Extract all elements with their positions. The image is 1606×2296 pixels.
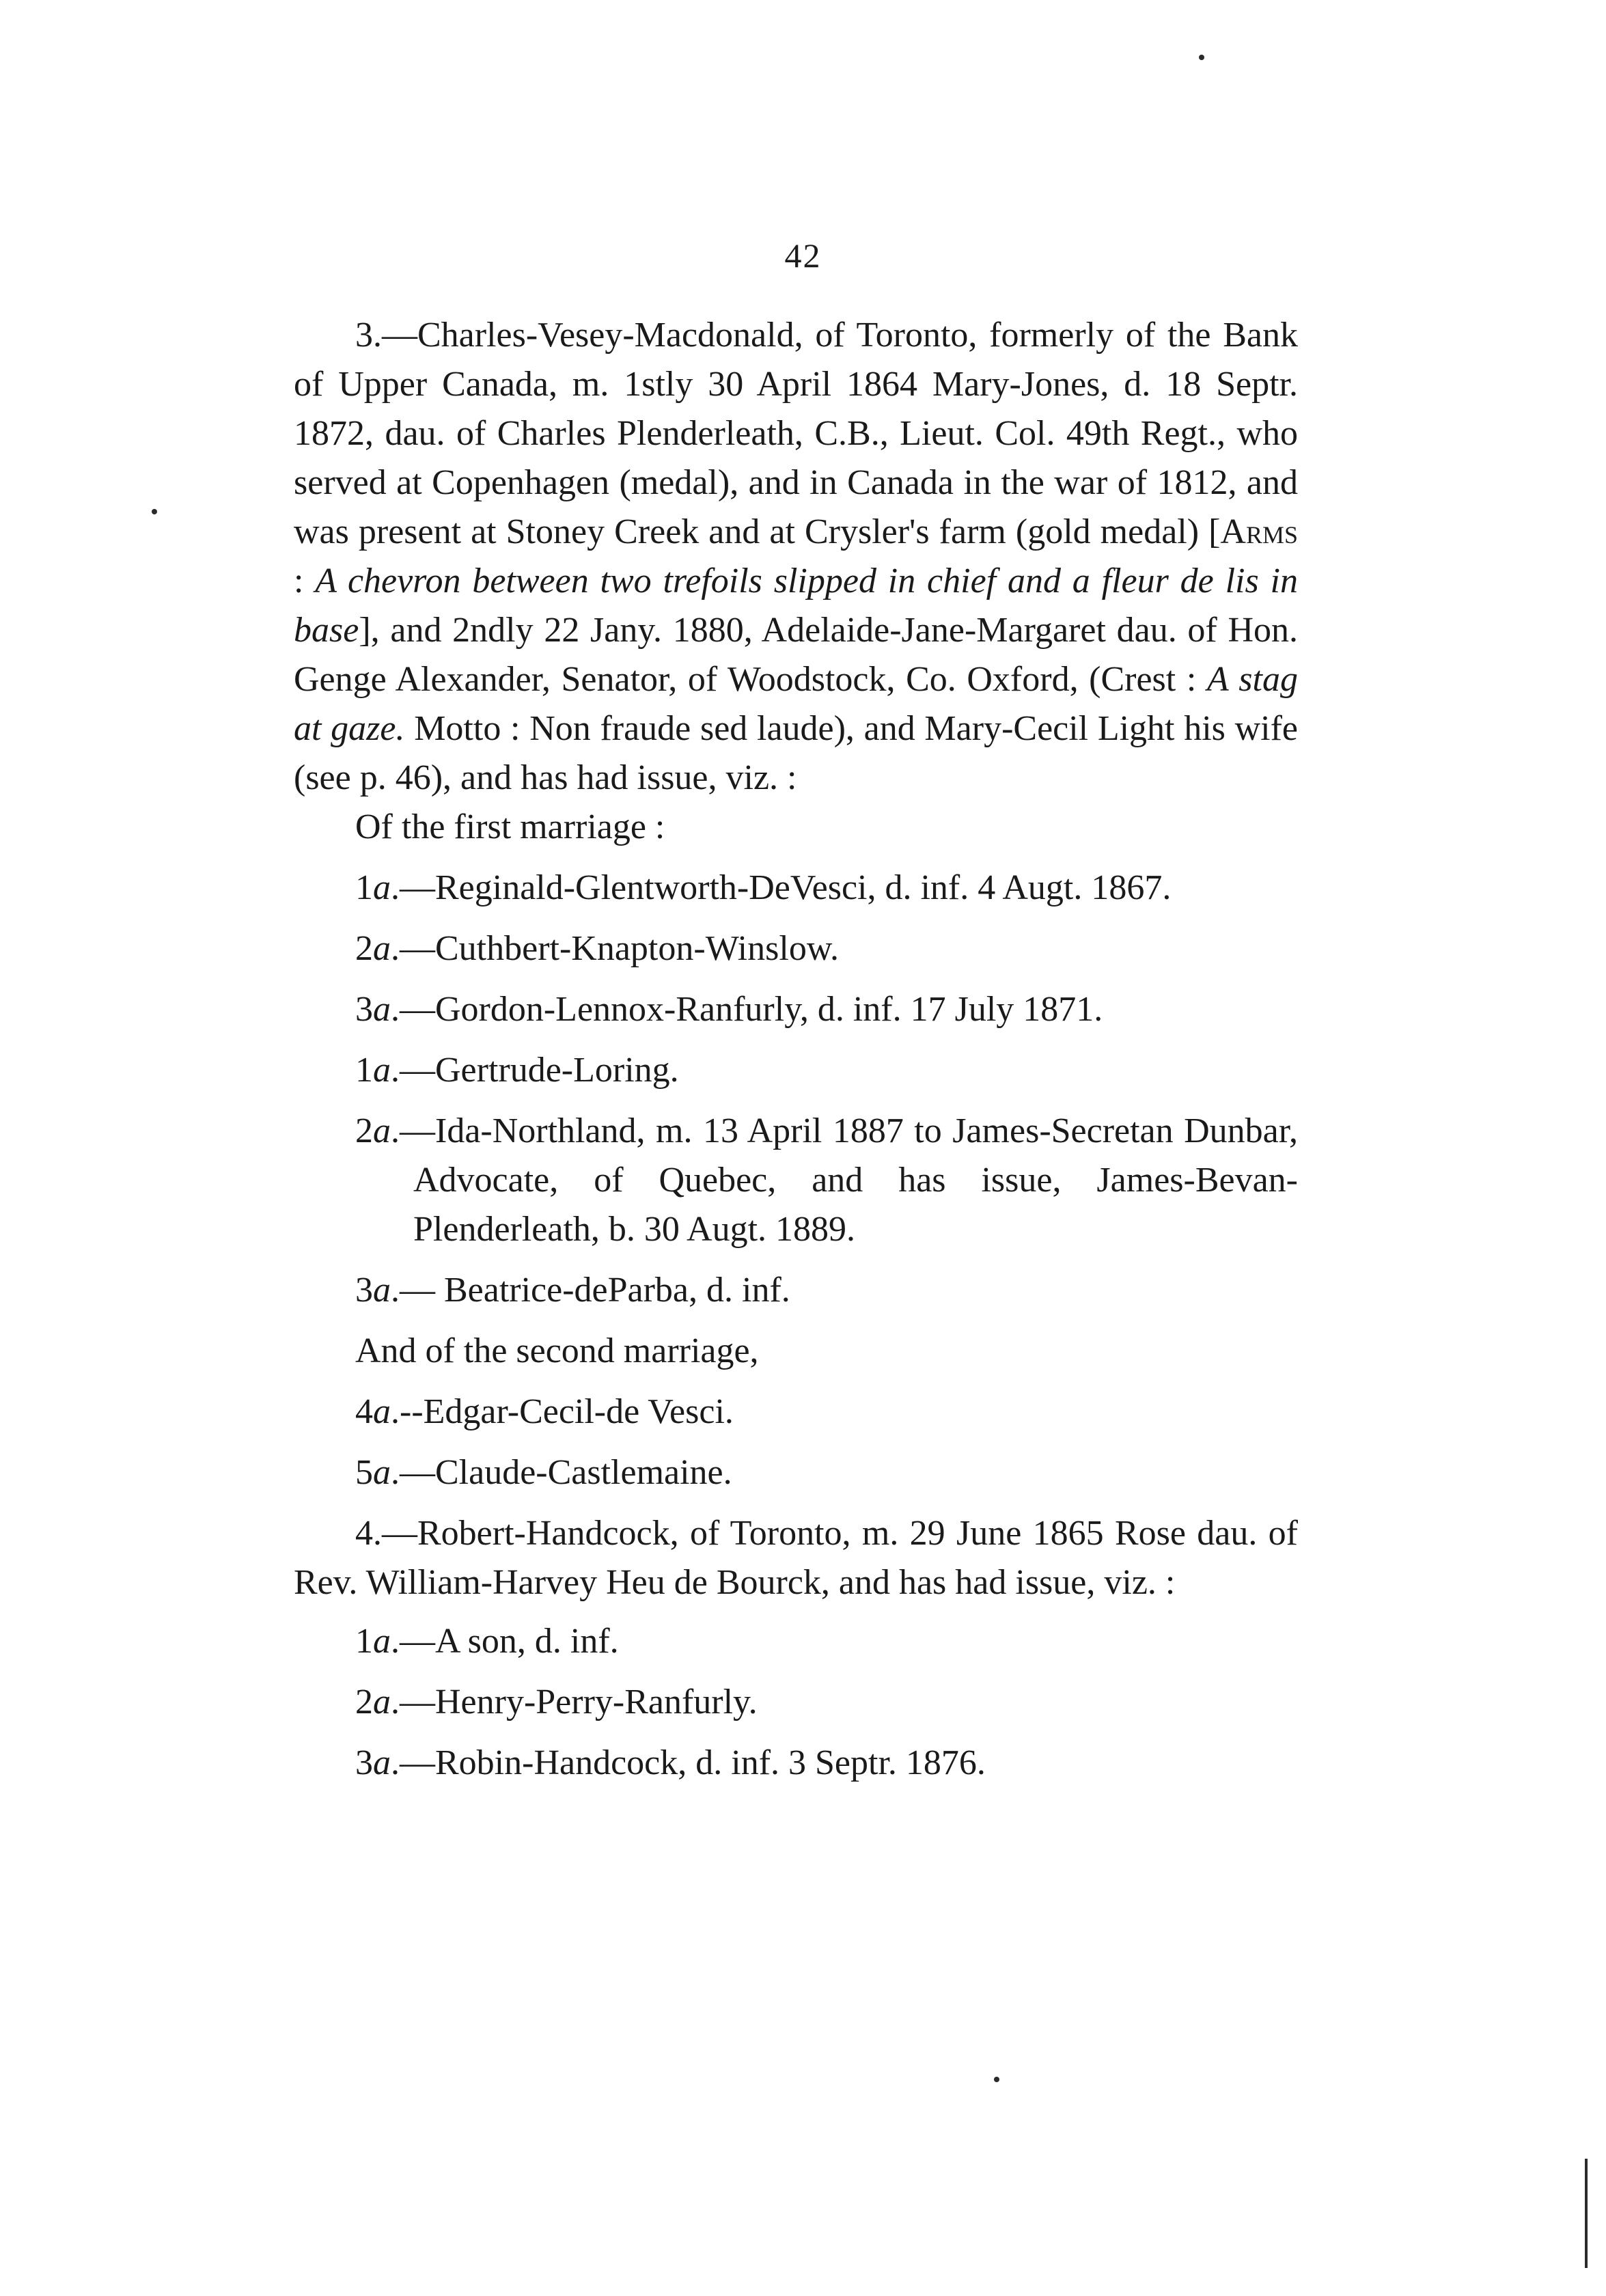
item-suffix: a (373, 868, 391, 907)
item-number: 2 (355, 929, 373, 968)
item-text: .—Gordon-Lennox-Ranfurly, d. inf. 17 July 1871. (391, 990, 1103, 1029)
item-suffix: a (373, 1051, 391, 1090)
item-text: .—Gertrude-Loring. (391, 1051, 679, 1090)
list-item (355, 1046, 1298, 1095)
scan-speck-top (1199, 55, 1204, 60)
list-item (355, 1266, 1298, 1315)
entry-4-issue-list (294, 1617, 1298, 1788)
scan-speck-left (152, 509, 157, 514)
item-number: 3 (355, 990, 373, 1029)
item-text: .—Henry-Perry-Ranfurly. (391, 1683, 758, 1721)
crest-blazon: A stag at gaze. (294, 660, 1298, 748)
list-item (355, 1678, 1298, 1727)
item-suffix: a (373, 1743, 391, 1782)
arms-blazon: A chevron between two trefoils slipped in chief and a fleur de lis in base (294, 562, 1298, 650)
list-item (355, 1739, 1298, 1788)
item-number: 5 (355, 1453, 373, 1492)
list-item (355, 985, 1298, 1034)
first-marriage-heading: Of the first marriage : (355, 807, 665, 846)
scan-speck-bottom (994, 2077, 999, 2082)
item-suffix: a (373, 990, 391, 1029)
item-number: 1 (355, 868, 373, 907)
entry-paragraph-3 (294, 311, 1298, 803)
arms-label: Arms (1220, 512, 1298, 551)
page-text (294, 311, 1298, 1799)
item-text: .—Claude-Castlemaine. (391, 1453, 732, 1492)
scan-edge-line (1585, 2159, 1588, 2268)
list-item (355, 1617, 1298, 1666)
entry-3-tail: Motto : Non fraude sed laude), and Mary-Cecil Light his wife (see p. 46), and has had issue, viz. : (294, 709, 1299, 797)
item-suffix: a (373, 1453, 391, 1492)
item-text: .—Robin-Handcock, d. inf. 3 Septr. 1876. (391, 1743, 986, 1782)
item-suffix: a (373, 929, 391, 968)
item-number: 2 (355, 1111, 373, 1150)
page-number: 42 (784, 236, 822, 275)
item-text: .—Reginald-Glentworth-DeVesci, d. inf. 4 Augt. 1867. (391, 868, 1172, 907)
second-marriage-list (294, 1387, 1298, 1497)
item-number: 4 (355, 1392, 373, 1431)
list-item (355, 863, 1298, 913)
item-suffix: a (373, 1683, 391, 1721)
item-suffix: a (373, 1111, 391, 1150)
entry-paragraph-4: 4.—Robert-Handcock, of Toronto, m. 29 June 1865 Rose dau. of Rev. William-Harvey Heu de Bourck, and has had issue, viz. : (294, 1514, 1298, 1602)
item-text: .—A son, d. inf. (391, 1622, 619, 1661)
item-text: .--Edgar-Cecil-de Vesci. (391, 1392, 734, 1431)
list-item (355, 1387, 1298, 1437)
list-item (355, 1107, 1298, 1254)
item-text: .—Cuthbert-Knapton-Winslow. (391, 929, 839, 968)
entry-3-lead: 3.—Charles-Vesey-Macdonald, of Toronto, formerly of the Bank of Upper Canada, m. 1stly 30 April 1864 Mary-Jones, d. 18 Septr. 1872, dau. of Charles Plenderleath, C.B., Lieut. Col. 49th Regt., who served at Copenhagen (medal), and in Canada in the war of 1812, and was present at Stoney Creek and at Crysler's farm (gold medal) [ (294, 316, 1298, 551)
item-suffix: a (373, 1271, 391, 1310)
arms-separator: : (294, 562, 316, 600)
entry-3-middle: ], and 2ndly 22 Jany. 1880, Adelaide-Jane-Margaret dau. of Hon. Genge Alexander, Senator, of Woodstock, Co. Oxford, (Crest : (294, 611, 1298, 699)
item-number: 2 (355, 1683, 373, 1721)
item-number: 1 (355, 1622, 373, 1661)
item-suffix: a (373, 1392, 391, 1431)
list-item (355, 924, 1298, 973)
item-text: .—Ida-Northland, m. 13 April 1887 to James-Secretan Dunbar, Advocate, of Quebec, and has issue, James-Bevan-Plenderleath, b. 30 Augt. 1889. (391, 1111, 1298, 1249)
item-number: 3 (355, 1743, 373, 1782)
first-marriage-list (294, 863, 1298, 1315)
item-text: .— Beatrice-deParba, d. inf. (391, 1271, 790, 1310)
item-number: 1 (355, 1051, 373, 1090)
item-number: 3 (355, 1271, 373, 1310)
second-marriage-heading: And of the second marriage, (355, 1331, 759, 1370)
item-suffix: a (373, 1622, 391, 1661)
list-item (355, 1448, 1298, 1497)
